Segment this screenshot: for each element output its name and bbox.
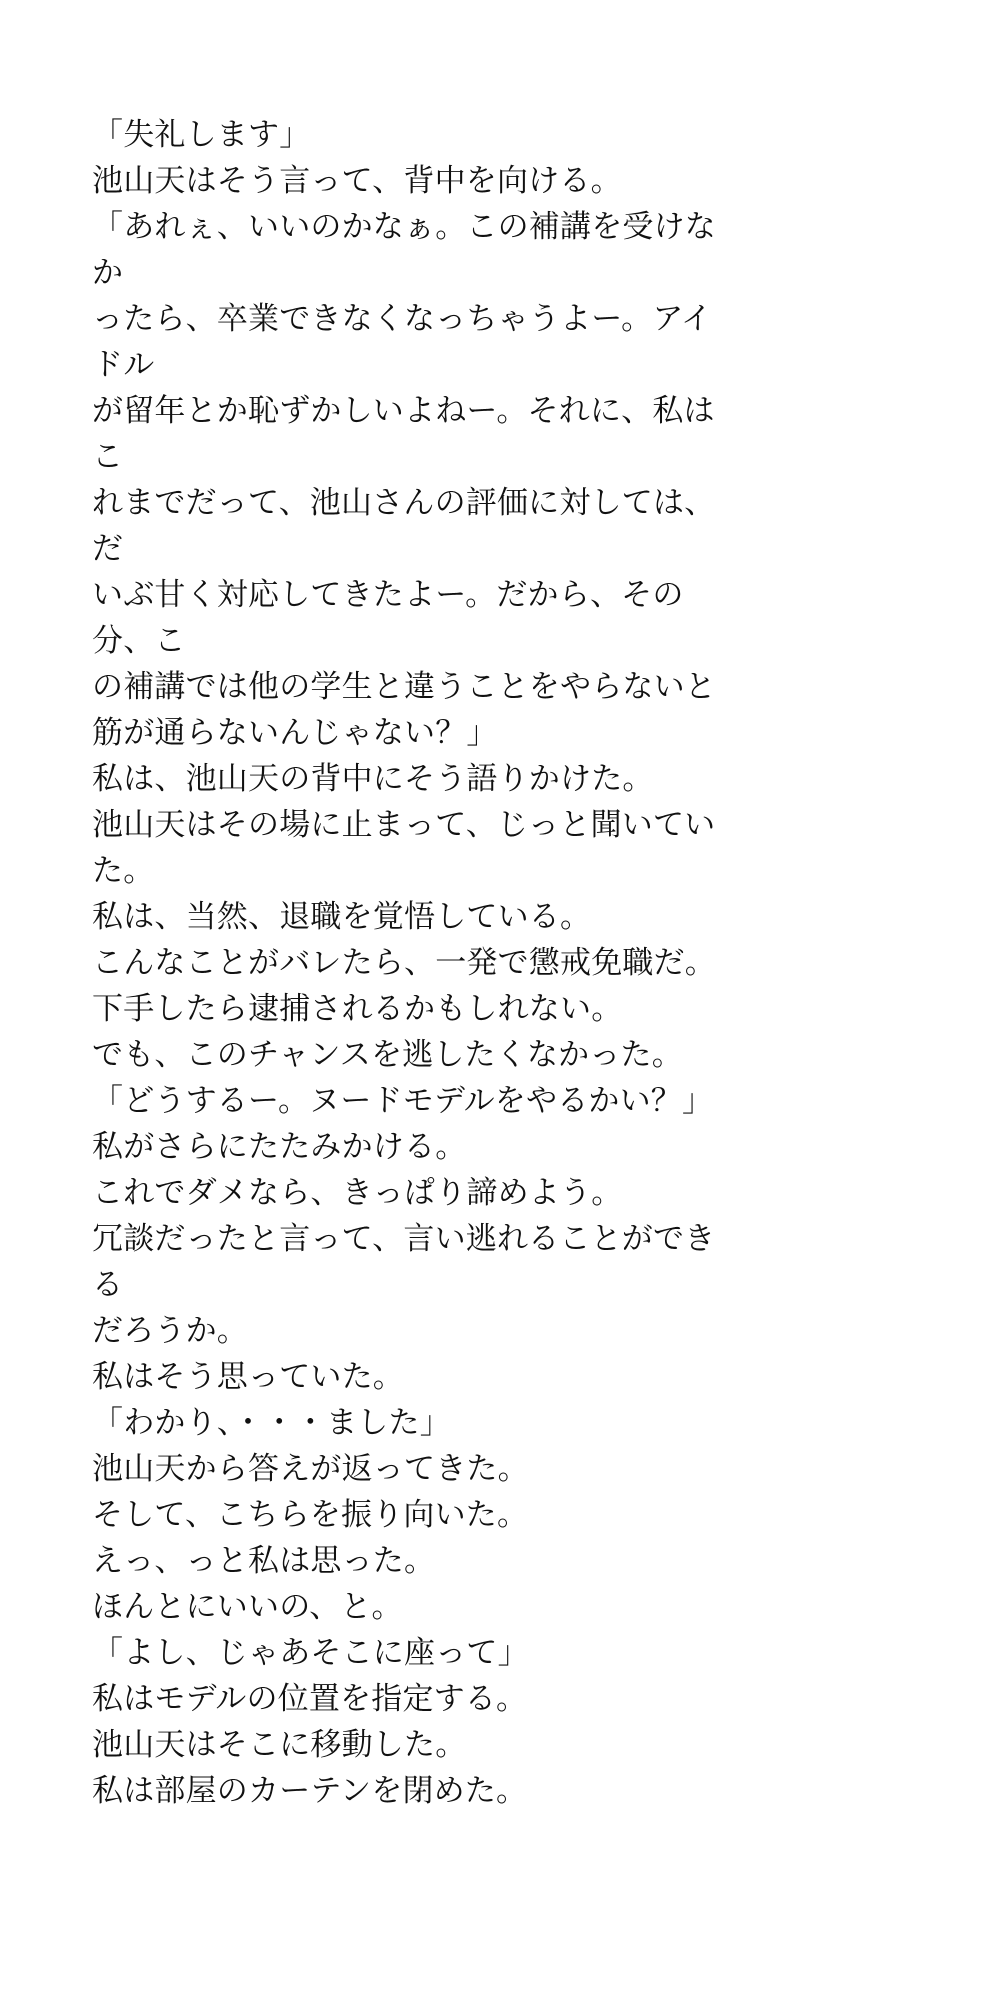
text-line: 池山天はそう言って、背中を向ける。 (92, 163, 622, 198)
text-line: 池山天から答えが返ってきた。 (92, 1451, 529, 1486)
text-line: 池山天はそこに移動した。 (92, 1727, 467, 1762)
text-line: 私は部屋のカーテンを閉めた。 (92, 1773, 528, 1808)
text-line: 私はモデルの位置を指定する。 (92, 1681, 528, 1716)
text-line: 私がさらにたたみかける。 (92, 1129, 467, 1164)
text-line: ったら、卒業できなくなっちゃうよー。アイドル (92, 301, 712, 382)
text-line: 「よし、じゃあそこに座って」 (92, 1635, 529, 1670)
text-line: こんなことがバレたら、一発で懲戒免職だ。 (92, 945, 716, 980)
text-line: 私は、池山天の背中にそう語りかけた。 (92, 761, 654, 796)
text-line: 私は、当然、退職を覚悟している。 (92, 899, 592, 934)
text-line: これでダメなら、きっぱり諦めよう。 (92, 1175, 623, 1210)
story-text-block (92, 112, 722, 1814)
text-line: の補講では他の学生と違うことをやらないと (92, 669, 716, 704)
text-line: そして、こちらを振り向いた。 (92, 1497, 529, 1532)
text-line: 「失礼します」 (92, 117, 311, 152)
text-line: 「わかり、・・・ました」 (92, 1405, 451, 1440)
text-line: 「あれぇ、いいのかなぁ。この補講を受けなか (92, 209, 716, 290)
text-line: いぶ甘く対応してきたよー。だから、その分、こ (92, 577, 684, 658)
text-line: 私はそう思っていた。 (92, 1359, 404, 1394)
text-line: 「どうするー。ヌードモデルをやるかい？」 (92, 1083, 714, 1118)
text-line: だろうか。 (92, 1313, 248, 1348)
text-line: れまでだって、池山さんの評価に対しては、だ (92, 485, 716, 566)
text-line: 冗談だったと言って、言い逃れることができる (92, 1221, 716, 1302)
text-line: でも、このチャンスを逃したくなかった。 (92, 1037, 683, 1072)
text-line: 筋が通らないんじゃない？」 (92, 715, 498, 750)
text-line: えっ、っと私は思った。 (92, 1543, 436, 1578)
text-line: ほんとにいいの、と。 (92, 1589, 403, 1624)
text-line: 池山天はその場に止まって、じっと聞いていた。 (92, 807, 716, 888)
text-line: が留年とか恥ずかしいよねー。それに、私はこ (92, 393, 715, 474)
text-line: 下手したら逮捕されるかもしれない。 (92, 991, 623, 1026)
